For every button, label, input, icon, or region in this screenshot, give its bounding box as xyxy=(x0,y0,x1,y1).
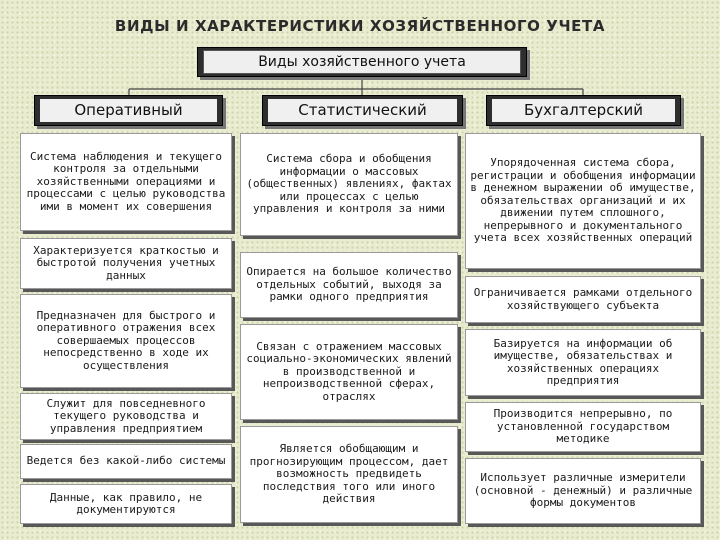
accounting-item-4: Производится непрерывно, по установленной государством методике xyxy=(465,402,701,452)
accounting-item-2: Ограничивается рамками отдельного хозяйствующего субъекта xyxy=(465,276,701,323)
accounting-item-5: Использует различные измерители (основной - денежный) и различные формы документов xyxy=(465,458,701,524)
header-statistical-label: Статистический xyxy=(268,99,457,122)
header-operational-label: Оперативный xyxy=(40,99,217,122)
statistical-item-2: Опирается на большое количество отдельных событий, выходя за рамки одного предприятия xyxy=(240,252,458,318)
operational-item-3: Предназначен для быстрого и оперативного отражения всех совершаемых процессов непосредственно в ходе их осуществления xyxy=(20,294,232,388)
operational-item-5: Ведется без какой-либо системы xyxy=(20,444,232,479)
statistical-item-4: Является обобщающим и прогнозирующим процессом, дает возможность предвидеть последствия того или иного действия xyxy=(240,426,458,523)
root-label: Виды хозяйственного учета xyxy=(203,50,521,74)
header-statistical xyxy=(262,95,463,126)
root-box xyxy=(197,47,527,77)
accounting-item-3: Базируется на информации об имуществе, обязательствах и хозяйственных операциях предприятия xyxy=(465,329,701,396)
statistical-item-1: Система сбора и обобщения информации о массовых (общественных) явлениях, фактах или процессах с целью управления и контроля за ними xyxy=(240,133,458,236)
operational-item-1: Система наблюдения и текущего контроля за отдельными хозяйственными операциями и процессами с целью руководства ими в момент их совершения xyxy=(20,133,232,231)
header-accounting-label: Бухгалтерский xyxy=(492,99,675,122)
header-operational xyxy=(34,95,223,126)
page-title: ВИДЫ И ХАРАКТЕРИСТИКИ ХОЗЯЙСТВЕННОГО УЧЕТА xyxy=(114,17,606,35)
accounting-item-1: Упорядоченная система сбора, регистрации и обобщения информации в денежном выражении об имуществе, обязательствах организаций и их движении путем сплошного, непрерывного и документального учета всех хозяйственных операций xyxy=(465,133,701,269)
operational-item-2: Характеризуется краткостью и быстротой получения учетных данных xyxy=(20,238,232,289)
operational-item-6: Данные, как правило, не документируются xyxy=(20,484,232,524)
statistical-item-3: Связан с отражением массовых социально-экономических явлений в производственной и непроизводственной сферах, отраслях xyxy=(240,324,458,420)
header-accounting xyxy=(486,95,681,126)
operational-item-4: Служит для повседневного текущего руководства и управления предприятием xyxy=(20,393,232,440)
